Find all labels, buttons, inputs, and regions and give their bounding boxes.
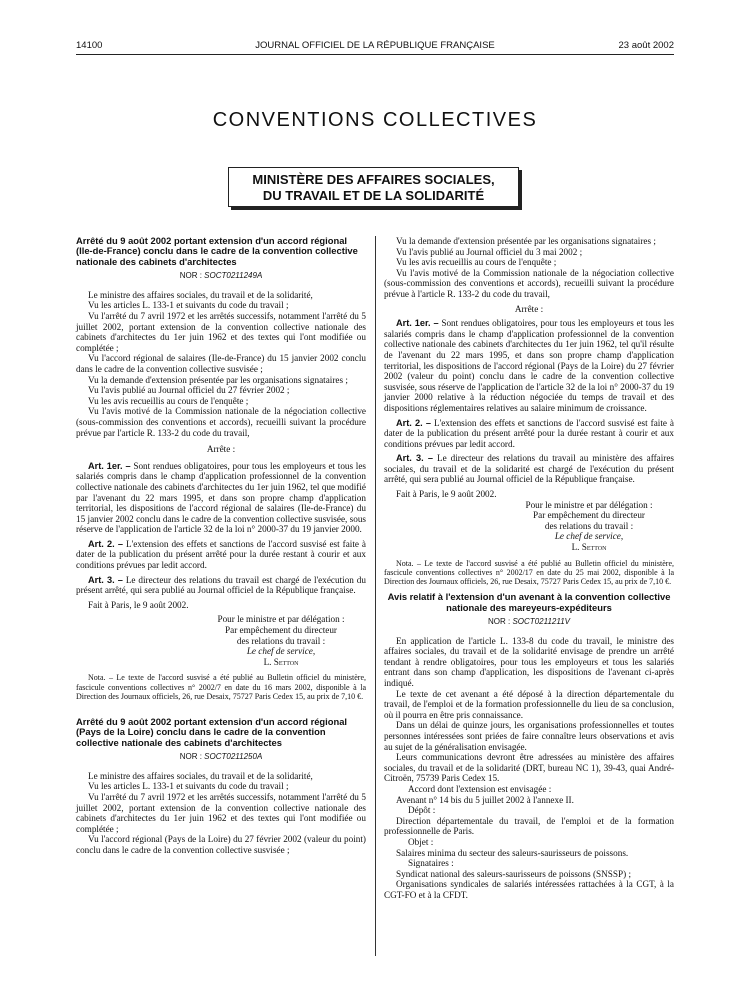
nor-reference: [384, 617, 674, 628]
article-title: Arrêté du 9 août 2002 portant extension d'un accord régional (Ile-de-France) conclu dans le cadre de la convention collective nationale des cabinets d'architectes: [76, 235, 358, 267]
paragraph: Leurs communications devront être adressées au ministère des affaires sociales, du travail et de la solidarité (DRT, bureau NC 1), 39-43, quai André-Citroën, 75739 Paris Cedex 15.: [384, 752, 674, 784]
article-label: Art. 2. –: [88, 538, 124, 549]
article-3: [76, 575, 366, 596]
nor-label: NOR :: [179, 271, 202, 281]
signataire-item: Syndicat national des saleurs-saurisseurs de poissons (SNSSP) ;: [396, 868, 632, 879]
avis-title: Avis relatif à l'extension d'un avenant à la convention collective nationale des mareyeurs-expéditeurs: [387, 591, 671, 613]
paragraph: Vu les articles L. 133-1 et suivants du code du travail ;: [88, 300, 289, 311]
signatory-name: L. Setton: [571, 542, 607, 553]
nor-reference: [76, 271, 366, 282]
article-text: Sont rendues obligatoires, pour tous les employeurs et tous les salariés compris dans le champ d'application professionnel de la convention collective nationale des cabinets d'architectes du 1er juin 1962, tel que modifié par l'avenant du 22 mars 1995, et dans son propre champ d'application territorial, les dispositions de l'accord régional de salaires (Ile-de-France) du 15 janvier 2002 conclu dans le cadre de la convention collective susvisée, sous réserve de l'application de l'article 32 de la loi n° 2000-37 du 19 janvier 2000.: [76, 460, 366, 535]
signature-line: Pour le ministre et par délégation :: [217, 614, 345, 625]
right-column: [384, 236, 674, 900]
signature-line: des relations du travail :: [544, 520, 634, 531]
column-divider: [375, 236, 376, 956]
paragraph: Vu l'avis publié au Journal officiel du 27 février 2002 ;: [88, 385, 290, 396]
article-1: [76, 461, 366, 535]
issue-date: 23 août 2002: [618, 40, 674, 51]
article-text: L'extension des effets et sanctions de l'accord susvisé est faite à dater de la publication du présent arrêté pour la durée restant à courir et aux conditions prévues par ledit accord.: [384, 417, 674, 449]
article-label: Art. 3. –: [88, 574, 123, 585]
nor-code: SOCT0211250A: [204, 752, 263, 762]
article-label: Art. 2. –: [396, 417, 432, 428]
article-text: Sont rendues obligatoires, pour tous les employeurs et tous les salariés compris dans le champ d'application professionnel de la convention collective nationale des cabinets d'architectes du 1er juin 1962, tel qu'il résulte de l'avenant du 22 mars 1995, et dans son propre champ d'application territorial, les dispositions de l'accord régional (Pays de la Loire) du 27 février 2002 (valeur du point) conclu dans le cadre de la convention collective susvisée, sous réserve de l'application de l'article 32 de la loi n° 2000-37 du 19 janvier 2000 relative à la réduction négociée du temps de travail et des dispositions réglementaires relatives au salaire minimum de croissance.: [384, 318, 674, 413]
signataires-label: Signataires :: [408, 858, 454, 869]
article-text: Le directeur des relations du travail au ministère des affaires sociales, du travail et de la solidarité est chargé de l'exécution du présent arrêté, qui sera publié au Journal officiel de la République française.: [384, 453, 675, 485]
paragraph: Vu les avis recueillis au cours de l'enquête ;: [88, 395, 249, 406]
fait-line: Fait à Paris, le 9 août 2002.: [88, 599, 189, 610]
ministry-line-2: DU TRAVAIL ET DE LA SOLIDARITÉ: [262, 188, 485, 203]
signature-line: Par empêchement du directeur: [533, 510, 645, 521]
paragraph: Vu l'accord régional (Pays de la Loire) du 27 février 2002 (valeur du point) conclu dans le cadre de la convention collective susvisée ;: [76, 834, 366, 855]
signature-block: [504, 500, 674, 553]
nor-label: NOR :: [179, 752, 202, 762]
article-3: [384, 453, 674, 485]
signature-line: Le chef de service,: [554, 531, 624, 542]
ministry-box: [228, 167, 519, 207]
accord-label: Accord dont l'extension est envisagée :: [408, 783, 552, 794]
article-label: Art. 1er. –: [396, 318, 439, 329]
article-label: Art. 1er. –: [88, 460, 131, 471]
depot-label: Dépôt :: [408, 805, 436, 816]
ministry-line-1: MINISTÈRE DES AFFAIRES SOCIALES,: [252, 172, 495, 187]
journal-title: JOURNAL OFFICIEL DE LA RÉPUBLIQUE FRANÇAISE: [255, 40, 495, 51]
objet-label: Objet :: [408, 836, 434, 847]
nota-note: Nota. – Le texte de l'accord susvisé a été publié au Bulletin officiel du ministère, fascicule conventions collectives n° 2002/7 en date du 16 mars 2002, disponible à la Direction des Journaux officiels, 26, rue Desaix, 75727 Paris Cedex 15, au prix de 7,10 €.: [76, 673, 366, 701]
paragraph: Le ministre des affaires sociales, du travail et de la solidarité,: [88, 770, 313, 781]
article-text: Le directeur des relations du travail est chargé de l'exécution du présent arrêté, qui sera publié au Journal officiel de la République française.: [76, 574, 366, 596]
paragraph: Vu l'accord régional de salaires (Ile-de-France) du 15 janvier 2002 conclu dans le cadre de la convention collective susvisée ;: [76, 353, 366, 374]
paragraph: Le ministre des affaires sociales, du travail et de la solidarité,: [88, 289, 313, 300]
signature-block: [196, 614, 366, 667]
page-number: 14100: [76, 40, 103, 51]
avenant-line: Avenant n° 14 bis du 5 juillet 2002 à l'annexe II.: [396, 794, 574, 805]
paragraph: Vu la demande d'extension présentée par les organisations signataires ;: [88, 374, 348, 385]
signature-line: Par empêchement du directeur: [225, 625, 337, 636]
article-title: Arrêté du 9 août 2002 portant extension d'un accord régional (Pays de la Loire) conclu dans le cadre de la convention collective nationale des cabinets d'architectes: [76, 716, 348, 748]
nor-code: SOCT0211211V: [512, 617, 570, 627]
signatory-name: L. Setton: [263, 656, 299, 667]
signataire-item: Organisations syndicales de salariés intéressées rattachées à la CGT, à la CGT-FO et à la CFDT.: [384, 879, 674, 900]
article-2: [76, 539, 366, 571]
header-rule: [76, 54, 674, 55]
arrete-heading: Arrête :: [206, 444, 236, 455]
paragraph: Vu l'avis motivé de la Commission nationale de la négociation collective (sous-commission des conventions et accords), recueilli suivant la procédure prévue à l'article R. 133-2 du code du travail,: [384, 267, 674, 299]
nor-reference: [76, 752, 366, 763]
nor-label: NOR :: [488, 617, 511, 627]
paragraph: En application de l'article L. 133-8 du code du travail, le ministre des affaires sociales, du travail et de la solidarité envisage de prendre un arrêté tendant à rendre obligatoires, pour tous les employeurs et tous les salariés entrant dans son champ d'application, les dispositions de l'avenant ci-après indiqué.: [384, 635, 674, 689]
section-title: CONVENTIONS COLLECTIVES: [212, 109, 538, 131]
paragraph: Vu l'arrêté du 7 avril 1972 et les arrêtés successifs, notamment l'arrêté du 5 juillet 2002, portant extension de la convention collective nationale des cabinets d'architectes du 1er juin 1962 et des textes qui l'ont modifiée ou complétée ;: [76, 311, 366, 353]
nor-code: SOCT0211249A: [204, 271, 263, 281]
article-label: Art. 3. –: [396, 453, 434, 464]
signature-line: Pour le ministre et par délégation :: [525, 499, 653, 510]
paragraph: Le texte de cet avenant a été déposé à la direction départementale du travail, de l'emploi et de la formation professionnelle du lieu de sa conclusion, où il pourra en être pris connaissance.: [384, 688, 674, 720]
paragraph: Dans un délai de quinze jours, les organisations professionnelles et toutes personnes intéressées sont priées de faire connaître leurs observations et avis au sujet de la généralisation envisagée.: [384, 720, 674, 752]
paragraph: Vu les articles L. 133-1 et suivants du code du travail ;: [88, 781, 289, 792]
signature-line: des relations du travail :: [236, 635, 326, 646]
signature-line: Le chef de service,: [246, 646, 316, 657]
objet-text: Salaires minima du secteur des saleurs-saurisseurs de poissons.: [396, 847, 629, 858]
article-text: L'extension des effets et sanctions de l'accord susvisé est faite à dater de la publication du présent arrêté pour la durée restant à courir et aux conditions prévues par ledit accord.: [76, 538, 366, 571]
paragraph: Vu les avis recueillis au cours de l'enquête ;: [396, 257, 557, 268]
article-1: [384, 318, 674, 413]
fait-line: Fait à Paris, le 9 août 2002.: [396, 489, 497, 500]
nota-note: Nota. – Le texte de l'accord susvisé a été publié au Bulletin officiel du ministère, fascicule conventions collectives n° 2002/17 en date du 25 mai 2002, disponible à la Direction des Journaux officiels, 26, rue Desaix, 75727 Paris Cedex 15, au prix de 7,10 €.: [384, 558, 674, 587]
article-2: [384, 418, 674, 450]
paragraph: Vu la demande d'extension présentée par les organisations signataires ;: [396, 236, 656, 246]
paragraph: Vu l'avis publié au Journal officiel du 3 mai 2002 ;: [396, 246, 583, 257]
left-column: [76, 236, 366, 856]
depot-text: Direction départementale du travail, de l'emploi et de la formation professionnelle de Paris.: [384, 815, 674, 837]
paragraph: Vu l'arrêté du 7 avril 1972 et les arrêtés successifs, notamment l'arrêté du 5 juillet 2002, portant extension de la convention collective nationale des cabinets d'architectes du 1er juin 1962 et des textes qui l'ont modifiée ou complétée ;: [76, 792, 366, 834]
arrete-heading: Arrête :: [514, 303, 544, 314]
paragraph: Vu l'avis motivé de la Commission nationale de la négociation collective (sous-commission des conventions et accords), recueilli suivant la procédure prévue par l'article R. 133-2 du code du travail,: [76, 406, 366, 438]
